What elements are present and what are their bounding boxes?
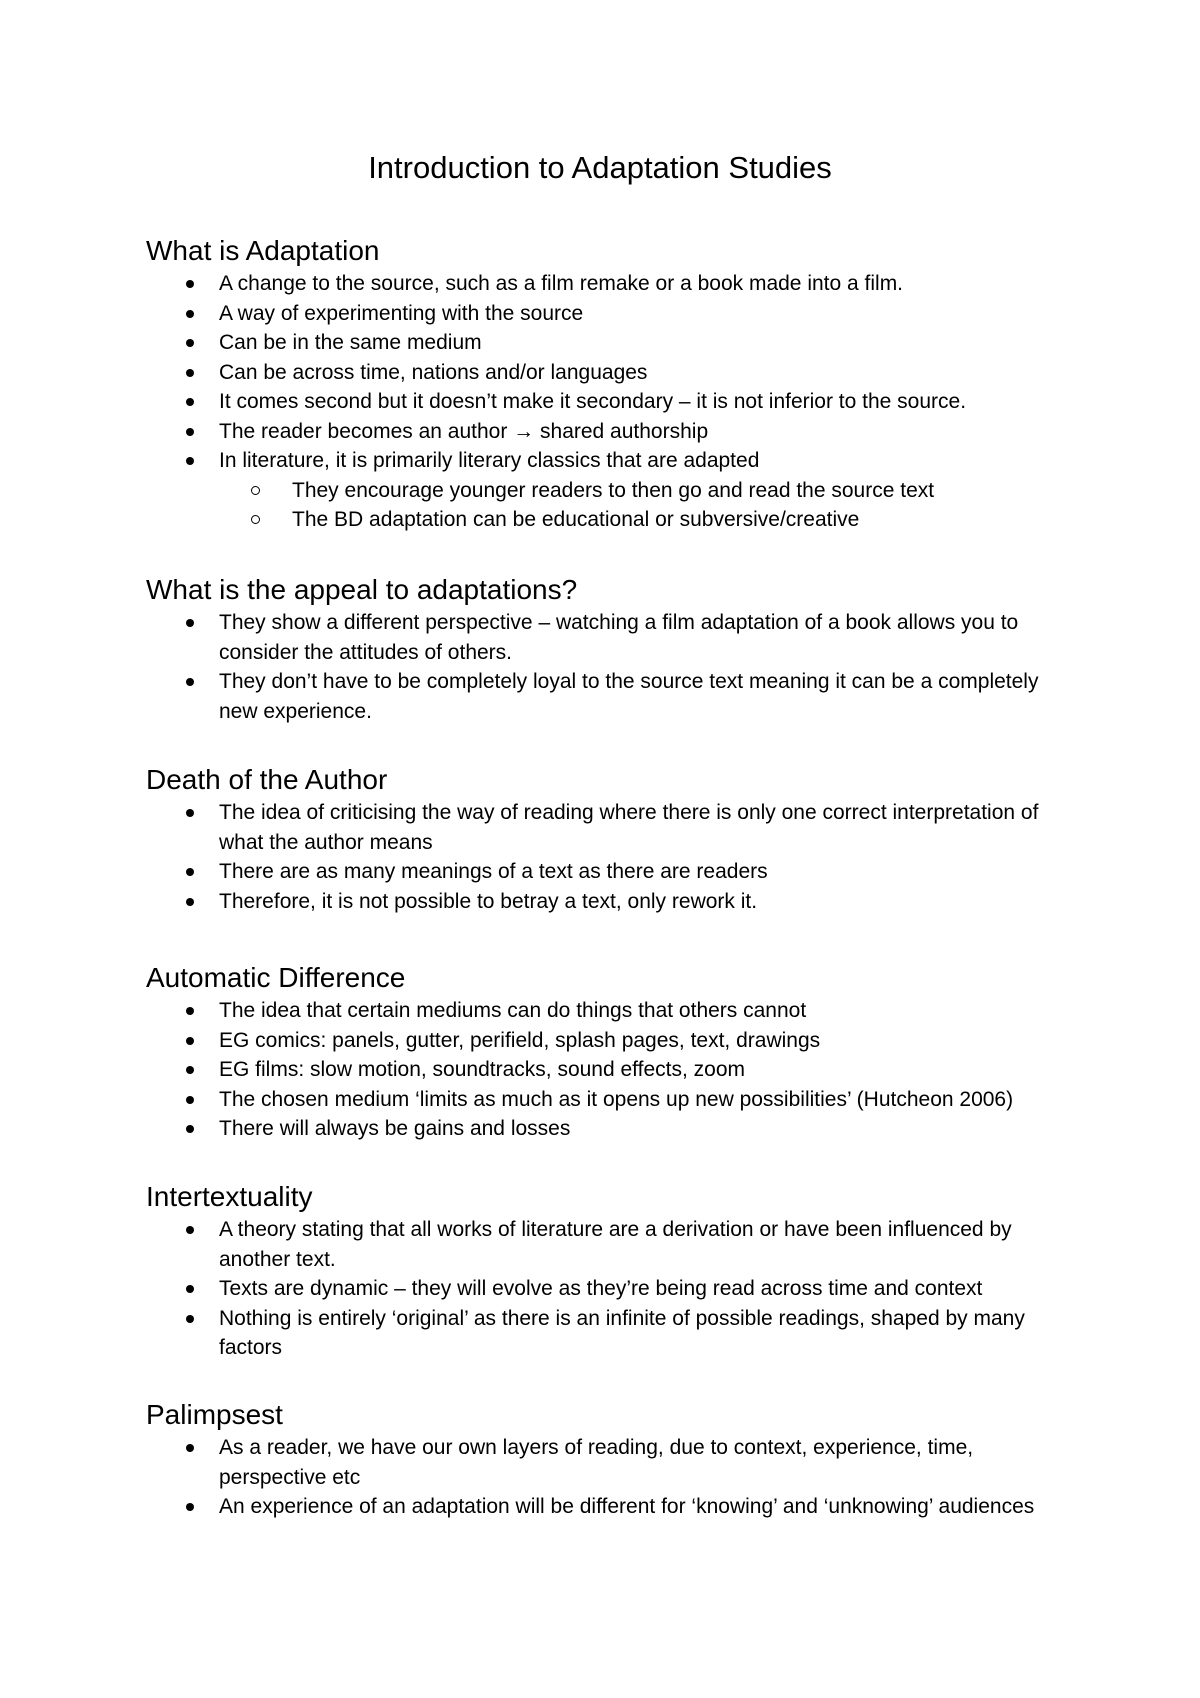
- bullet-list: [146, 1215, 1076, 1363]
- bullet-icon: [186, 678, 194, 686]
- list-item: [146, 667, 1076, 726]
- list-item: [146, 887, 1076, 917]
- list-item: [146, 1114, 1076, 1144]
- list-item: [146, 857, 1076, 887]
- bullet-icon: [186, 809, 194, 817]
- list-item-text: A theory stating that all works of literature are a derivation or have been influenced by another text.: [219, 1218, 1012, 1271]
- list-item-text: There will always be gains and losses: [219, 1117, 571, 1140]
- list-item: [146, 328, 1076, 358]
- list-item-text: Nothing is entirely ‘original’ as there is an infinite of possible readings, shaped by many factors: [219, 1306, 1025, 1359]
- bullet-icon: [186, 457, 194, 465]
- list-item-text: The idea of criticising the way of reading where there is only one correct interpretation of what the author means: [219, 801, 1039, 854]
- list-item-text: Texts are dynamic – they will evolve as they’re being read across time and context: [219, 1277, 983, 1300]
- list-item: [146, 1492, 1076, 1522]
- list-item: [146, 1433, 1076, 1492]
- hollow-bullet-icon: [251, 515, 260, 524]
- list-item: [146, 417, 1076, 447]
- bullet-icon: [186, 619, 194, 627]
- section-heading: What is the appeal to adaptations?: [146, 574, 578, 605]
- bullet-icon: [186, 1125, 194, 1133]
- list-item: [146, 1304, 1076, 1363]
- bullet-icon: [186, 398, 194, 406]
- list-item: [146, 1026, 1076, 1056]
- section-palimpsest: [146, 1397, 1076, 1522]
- list-item-text: They don’t have to be completely loyal to the source text meaning it can be a completely new experience.: [219, 670, 1039, 723]
- list-item-text: The idea that certain mediums can do things that others cannot: [219, 999, 807, 1022]
- sub-list-item-text: The BD adaptation can be educational or subversive/creative: [292, 508, 860, 531]
- section-heading: Automatic Difference: [146, 962, 406, 993]
- list-item: [146, 358, 1076, 388]
- list-item: [146, 1055, 1076, 1085]
- bullet-icon: [186, 1226, 194, 1234]
- list-item-text: As a reader, we have our own layers of reading, due to context, experience, time, perspective etc: [219, 1436, 974, 1489]
- bullet-list: [146, 996, 1076, 1144]
- list-item-text: It comes second but it doesn’t make it secondary – it is not inferior to the source.: [219, 390, 967, 413]
- list-item: [146, 299, 1076, 329]
- hollow-bullet-icon: [251, 486, 260, 495]
- bullet-list: [146, 269, 1076, 535]
- sub-list-item: [219, 505, 1076, 535]
- list-item: [146, 1274, 1076, 1304]
- bullet-icon: [186, 339, 194, 347]
- bullet-icon: [186, 369, 194, 377]
- sub-list-item: [219, 476, 1076, 506]
- section-heading: Palimpsest: [146, 1399, 283, 1430]
- bullet-icon: [186, 1066, 194, 1074]
- bullet-list: [146, 1433, 1076, 1522]
- section-death-of-the-author: [146, 762, 1076, 916]
- list-item-text: Therefore, it is not possible to betray a text, only rework it.: [219, 889, 758, 913]
- list-item: [146, 608, 1076, 667]
- list-item: [146, 387, 1076, 417]
- page-title: Introduction to Adaptation Studies: [368, 150, 832, 185]
- bullet-list: [146, 608, 1076, 726]
- section-appeal-of-adaptations: [146, 572, 1076, 726]
- bullet-icon: [186, 1007, 194, 1015]
- section-automatic-difference: [146, 960, 1076, 1144]
- list-item: [146, 1085, 1076, 1115]
- bullet-icon: [186, 1096, 194, 1104]
- section-heading: Intertextuality: [146, 1181, 313, 1212]
- list-item-text: A way of experimenting with the source: [219, 301, 584, 325]
- list-item-text: EG comics: panels, gutter, perifield, splash pages, text, drawings: [219, 1028, 821, 1052]
- bullet-icon: [186, 1285, 194, 1293]
- bullet-icon: [186, 898, 194, 906]
- list-item: [146, 798, 1076, 857]
- section-heading: Death of the Author: [146, 764, 388, 795]
- list-item: [146, 269, 1076, 299]
- bullet-icon: [186, 310, 194, 318]
- bullet-icon: [186, 280, 194, 288]
- list-item-text: The reader becomes an author → shared authorship: [219, 419, 709, 443]
- list-item-text: EG films: slow motion, soundtracks, sound effects, zoom: [219, 1058, 745, 1081]
- list-item: [146, 996, 1076, 1026]
- section-what-is-adaptation: [146, 233, 1076, 535]
- bullet-icon: [186, 868, 194, 876]
- list-item-text: Can be across time, nations and/or languages: [219, 360, 648, 384]
- section-intertextuality: [146, 1179, 1076, 1363]
- bullet-icon: [186, 1503, 194, 1511]
- list-item: [146, 1215, 1076, 1274]
- list-item-text: A change to the source, such as a film remake or a book made into a film.: [219, 272, 904, 295]
- bullet-icon: [186, 1444, 194, 1452]
- bullet-icon: [186, 1037, 194, 1045]
- list-item-text: They show a different perspective – watching a film adaptation of a book allows you to consider the attitudes of others.: [219, 611, 1019, 664]
- list-item: [146, 446, 1076, 535]
- section-heading: What is Adaptation: [146, 235, 380, 266]
- list-item-text: There are as many meanings of a text as there are readers: [219, 860, 768, 883]
- list-item-text: The chosen medium ‘limits as much as it opens up new possibilities’ (Hutcheon 2006): [219, 1087, 1014, 1111]
- bullet-icon: [186, 1315, 194, 1323]
- sub-list-item-text: They encourage younger readers to then go and read the source text: [292, 478, 935, 502]
- bullet-icon: [186, 428, 194, 436]
- list-item-text: Can be in the same medium: [219, 331, 482, 354]
- sub-bullet-list: [219, 476, 1076, 535]
- list-item-text: An experience of an adaptation will be different for ‘knowing’ and ‘unknowing’ audiences: [219, 1495, 1035, 1518]
- list-item-text: In literature, it is primarily literary classics that are adapted: [219, 449, 760, 472]
- bullet-list: [146, 798, 1076, 916]
